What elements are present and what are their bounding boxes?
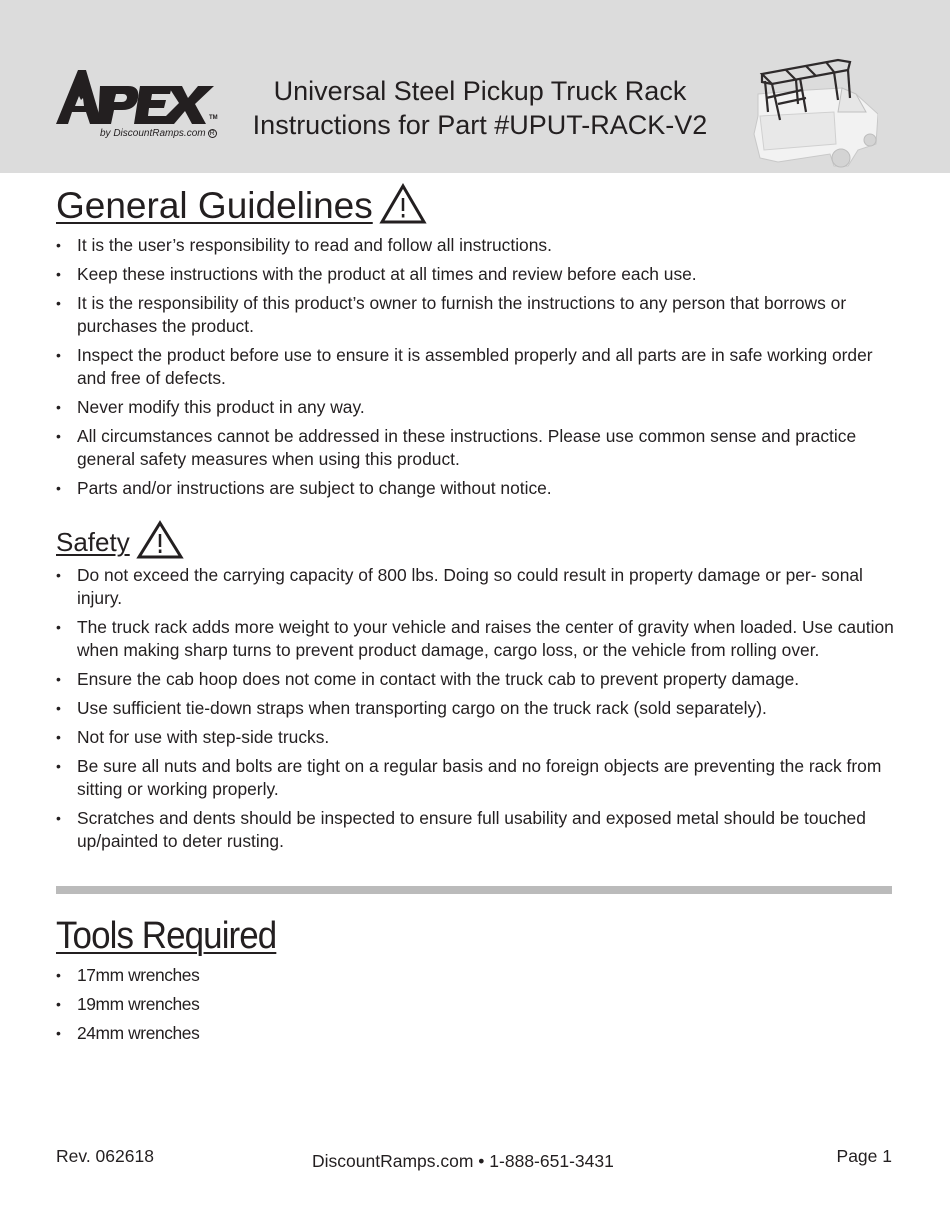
tools-required-heading <box>56 912 896 960</box>
list-item: • Use sufficient tie-down straps when transporting cargo on the truck rack (sold separately). <box>56 697 896 720</box>
general-guidelines-title: General Guidelines <box>56 185 373 226</box>
general-guidelines-section <box>56 182 896 500</box>
list-item: • All circumstances cannot be addressed in these instructions. Please use common sense and practice general safety measures when using this product. <box>56 425 896 471</box>
list-item: • Do not exceed the carrying capacity of 800 lbs. Doing so could result in property damage or per- sonal injury. <box>56 564 896 610</box>
list-item: • Not for use with step-side trucks. <box>56 726 896 749</box>
list-item: • Ensure the cab hoop does not come in contact with the truck cab to prevent property damage. <box>56 668 896 691</box>
registered-mark: R <box>209 130 215 137</box>
title-line-2: Instructions for Part #UPUT-RACK-V2 <box>252 110 708 140</box>
list-item: • Never modify this product in any way. <box>56 396 896 419</box>
general-guidelines-heading <box>56 182 896 230</box>
tools-required-title: Tools Required <box>56 915 277 957</box>
list-item: • 19mm wrenches <box>56 993 896 1016</box>
tools-required-list <box>56 964 896 1045</box>
document-body <box>56 182 896 1051</box>
safety-title: Safety <box>56 527 130 557</box>
document-title <box>230 74 730 142</box>
list-item: • It is the responsibility of this product’s owner to furnish the instructions to any person that borrows or purchases the product. <box>56 292 896 338</box>
list-item: • 24mm wrenches <box>56 1022 896 1045</box>
warning-triangle-icon <box>379 183 427 230</box>
website-phone: DiscountRamps.com • 1-888-651-3431 <box>312 1151 614 1171</box>
logo-subtitle-text: by DiscountRamps.com <box>100 128 206 139</box>
apex-logo-icon <box>56 70 216 126</box>
general-guidelines-list <box>56 234 896 500</box>
warning-triangle-icon <box>136 520 184 565</box>
list-item: • Inspect the product before use to ensure it is assembled properly and all parts are in safe working order and free of defects. <box>56 344 896 390</box>
trademark-mark: TM <box>209 115 218 121</box>
safety-section <box>56 524 896 853</box>
revision-number: Rev. 062618 <box>56 1146 154 1166</box>
list-item: • It is the user’s responsibility to read and follow all instructions. <box>56 234 896 257</box>
list-item: • Scratches and dents should be inspected to ensure full usability and exposed metal should be touched up/painted to deter rusting. <box>56 807 896 853</box>
list-item: • 17mm wrenches <box>56 964 896 987</box>
page-header <box>0 0 950 173</box>
safety-list <box>56 564 896 853</box>
safety-heading <box>56 524 896 560</box>
apex-logo <box>56 70 221 145</box>
list-item: • Keep these instructions with the product at all times and review before each use. <box>56 263 896 286</box>
truck-rack-image <box>738 54 878 172</box>
title-line-1: Universal Steel Pickup Truck Rack <box>273 76 687 106</box>
list-item: • The truck rack adds more weight to your vehicle and raises the center of gravity when loaded. Use caution when making sharp turns to prevent product damage, cargo loss, or the vehicle from rolling over. <box>56 616 896 662</box>
page-number: Page 1 <box>836 1146 892 1166</box>
logo-subtitle <box>100 128 217 139</box>
section-divider <box>56 886 892 894</box>
list-item: • Be sure all nuts and bolts are tight on a regular basis and no foreign objects are preventing the rack from sitting or working properly. <box>56 755 896 801</box>
list-item: • Parts and/or instructions are subject to change without notice. <box>56 477 896 500</box>
tools-required-section <box>56 912 896 1045</box>
